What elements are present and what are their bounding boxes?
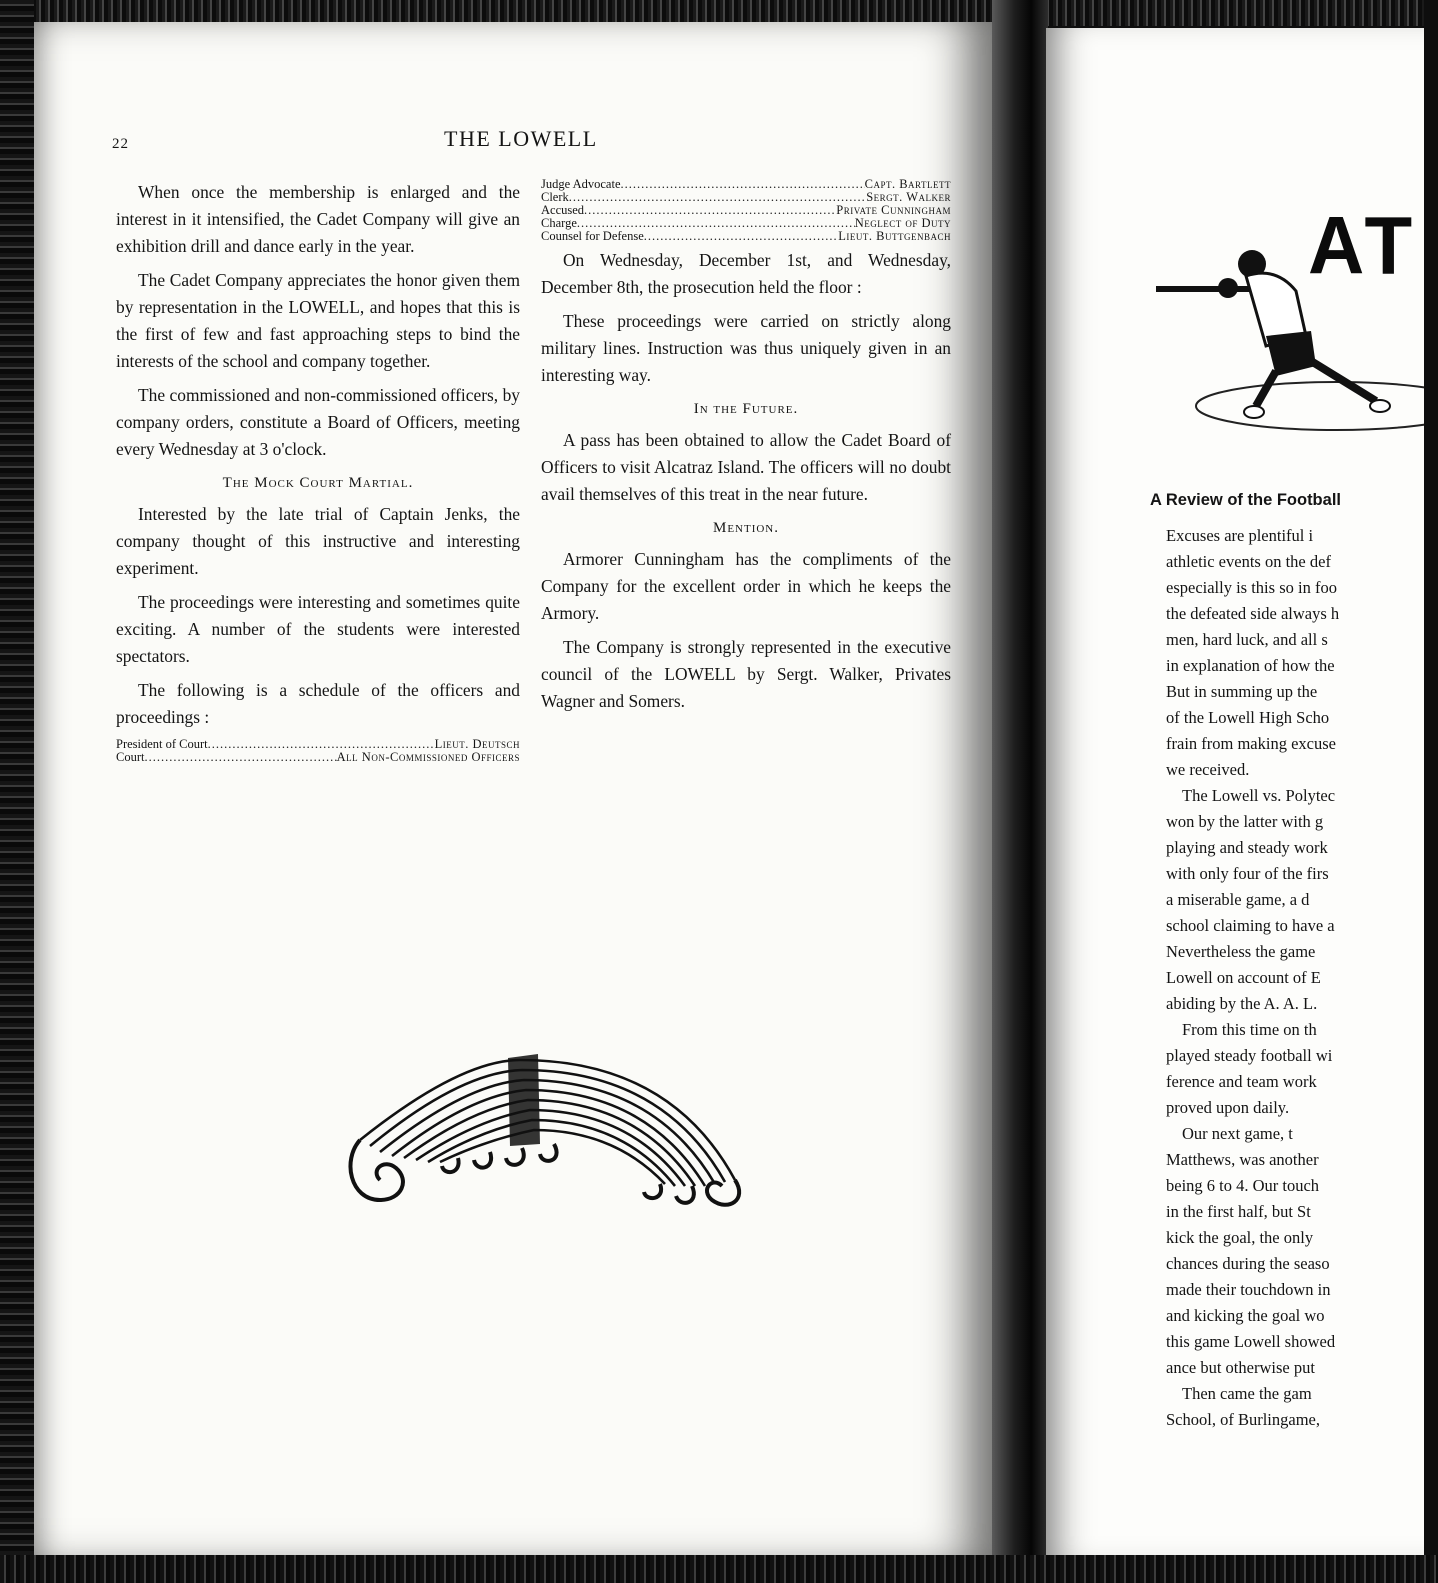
roster-row [541,230,951,243]
right-line: in explanation of how the [1166,656,1335,675]
roster-role: Accused [541,203,585,217]
paragraph: Interested by the late trial of Captain Jenks, the company thought of this instructive and interesting experiment. [116,504,520,578]
right-line: in the first half, but St [1166,1202,1311,1221]
review-heading: A Review of the Football [1150,491,1341,509]
right-line: with only four of the firs [1166,864,1329,883]
right-line: we received. [1166,760,1250,779]
section-heading-mention: Mention. [712,520,780,536]
paragraph: The commissioned and non-commissioned officers, by company orders, constitute a Board of Officers, meeting every Wednesday at 3 o'clock. [116,385,520,459]
roster-name: Private Cunningham [836,203,951,217]
paragraph: Armorer Cunningham has the compliments of the Company for the excellent order in which he keeps the Armory. [541,549,951,623]
roster-row [116,751,520,764]
paragraph: These proceedings were carried on strictly along military lines. Instruction was thus uniquely given in an interesting way. [541,311,951,385]
leader-dots [644,230,839,243]
right-line: athletic events on the def [1166,552,1331,571]
book-gutter [992,0,1048,1583]
right-line: won by the latter with g [1166,812,1324,831]
left-column [116,179,520,768]
right-line: a miserable game, a d [1166,890,1310,909]
roster-role: Judge Advocate [541,177,621,191]
right-line: men, hard luck, and all s [1166,630,1328,649]
right-line: ance but otherwise put [1166,1358,1315,1377]
roster-role: Clerk [541,190,569,204]
paragraph: When once the membership is enlarged and the interest in it intensified, the Cadet Company will give an exhibition drill and dance early in the year. [116,182,520,256]
roster-name: Sergt. Walker [866,190,951,204]
paragraph: The following is a schedule of the officers and proceedings : [116,680,520,727]
decorative-ornament [340,1040,760,1210]
right-line: From this time on th [1182,1020,1317,1039]
right-line: made their touchdown in [1166,1280,1331,1299]
roster-role: Charge [541,216,577,230]
section-heading-mock-court-martial: The Mock Court Martial. [222,475,414,491]
right-line: ference and team work [1166,1072,1317,1091]
right-line: The Lowell vs. Polytec [1182,786,1336,805]
right-line: Excuses are plentiful i [1166,526,1314,545]
scan-edge-right [1424,0,1438,1583]
right-line: Then came the gam [1182,1384,1312,1403]
right-line: frain from making excuse [1166,734,1336,753]
officers-roster-right [541,178,951,243]
leader-dots [569,191,866,204]
right-line: Our next game, t [1182,1124,1293,1143]
right-line: the defeated side always h [1166,604,1340,623]
leader-dots [621,178,865,191]
right-line: School, of Burlingame, [1166,1410,1320,1429]
paragraph: The Cadet Company appreciates the honor given them by representation in the LOWELL, and hopes that this is the first of few and fast approaching steps to bind the interests of the school and company together. [116,270,520,371]
leader-dots [584,204,836,217]
right-line: this game Lowell showed [1166,1332,1336,1351]
right-line: played steady football wi [1166,1046,1333,1065]
scan-edge-bottom [0,1555,1438,1583]
scan-edge-left [0,0,34,1583]
right-line: abiding by the A. A. L. [1166,994,1318,1013]
roster-name: Lieut. Buttgenbach [838,229,951,243]
right-line: Nevertheless the game [1166,942,1316,961]
right-line: especially is this so in foo [1166,578,1337,597]
page-number: 22 [112,136,129,152]
paragraph: A pass has been obtained to allow the Cadet Board of Officers to visit Alcatraz Island. The officers will no doubt avail themselves of this treat in the near future. [541,430,951,504]
section-heading-in-the-future: In the Future. [693,401,799,417]
right-line: being 6 to 4. Our touch [1166,1176,1320,1195]
roster-name: Neglect of Duty [854,216,951,230]
right-line: and kicking the goal wo [1166,1306,1325,1325]
leader-dots [144,751,336,764]
paragraph: The Company is strongly represented in the executive council of the LOWELL by Sergt. Walker, Privates Wagner and Somers. [541,637,951,711]
athletics-logo-text: AT [1308,198,1419,292]
right-line: proved upon daily. [1166,1098,1290,1117]
right-line: kick the goal, the only [1166,1228,1314,1247]
right-line: chances during the seaso [1166,1254,1330,1273]
right-line: Matthews, was another [1166,1150,1319,1169]
right-line: Lowell on account of E [1166,968,1321,987]
right-line: But in summing up the [1166,682,1318,701]
right-line: of the Lowell High Scho [1166,708,1330,727]
roster-name: Capt. Bartlett [864,177,951,191]
officers-roster-left [116,738,520,764]
roster-role: Court [116,750,145,764]
right-line: playing and steady work [1166,838,1328,857]
roster-role: Counsel for Defense [541,229,644,243]
roster-role: President of Court [116,737,208,751]
roster-name: All Non-Commissioned Officers [336,750,520,764]
paragraph: On Wednesday, December 1st, and Wednesday, December 8th, the prosecution held the floor : [541,250,951,297]
right-column [541,178,951,722]
paragraph: The proceedings were interesting and sometimes quite exciting. A number of the students were interested spectators. [116,592,520,666]
roster-name: Lieut. Deutsch [434,737,520,751]
running-head: THE LOWELL [444,126,598,151]
right-line: school claiming to have a [1166,916,1335,935]
